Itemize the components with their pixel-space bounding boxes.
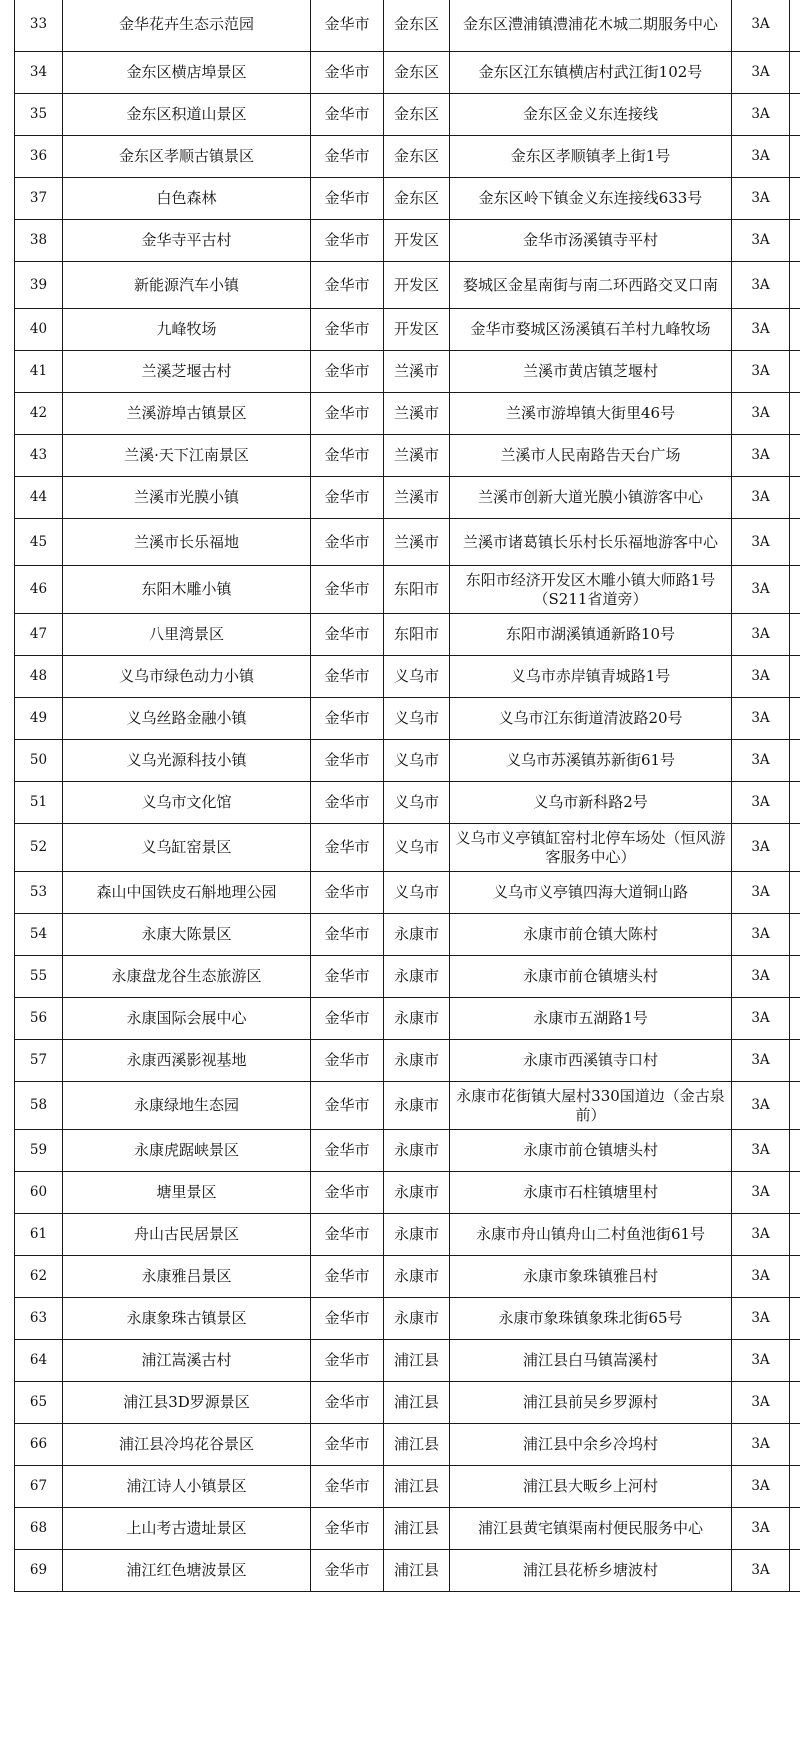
district-cell: 兰溪市 [384,435,450,477]
address-cell: 兰溪市黄店镇芝堰村 [450,351,732,393]
level-cell: 3A [732,1082,790,1130]
city-cell: 金华市 [311,872,384,914]
table-row [15,782,800,824]
district-cell: 金东区 [384,94,450,136]
city-cell: 金华市 [311,914,384,956]
level-cell: 3A [732,519,790,566]
blank-cell [790,1172,800,1214]
table-row [15,914,800,956]
city-cell: 金华市 [311,1424,384,1466]
level-cell: 3A [732,1340,790,1382]
address-cell: 永康市象珠镇雅吕村 [450,1256,732,1298]
row-number: 37 [15,178,63,220]
city-cell: 金华市 [311,698,384,740]
district-cell: 义乌市 [384,740,450,782]
address-cell: 东阳市经济开发区木雕小镇大师路1号（S211省道旁） [450,566,732,614]
city-cell: 金华市 [311,1256,384,1298]
address-cell: 兰溪市游埠镇大街里46号 [450,393,732,435]
level-cell: 3A [732,1508,790,1550]
blank-cell [790,52,800,94]
district-cell: 开发区 [384,309,450,351]
level-cell: 3A [732,1298,790,1340]
scenic-name: 永康盘龙谷生态旅游区 [63,956,311,998]
scenic-name: 浦江诗人小镇景区 [63,1466,311,1508]
district-cell: 永康市 [384,1082,450,1130]
city-cell: 金华市 [311,94,384,136]
address-cell: 义乌市江东街道清波路20号 [450,698,732,740]
blank-cell [790,393,800,435]
row-number: 51 [15,782,63,824]
city-cell: 金华市 [311,435,384,477]
scenic-name: 塘里景区 [63,1172,311,1214]
row-number: 42 [15,393,63,435]
address-cell: 永康市前仓镇大陈村 [450,914,732,956]
scenic-name: 金东区横店埠景区 [63,52,311,94]
scenic-name: 金东区孝顺古镇景区 [63,136,311,178]
city-cell: 金华市 [311,52,384,94]
city-cell: 金华市 [311,393,384,435]
table-row [15,519,800,566]
address-cell: 兰溪市诸葛镇长乐村长乐福地游客中心 [450,519,732,566]
table-row [15,262,800,309]
blank-cell [790,1298,800,1340]
row-number: 53 [15,872,63,914]
address-cell: 金东区江东镇横店村武江街102号 [450,52,732,94]
level-cell: 3A [732,1130,790,1172]
city-cell: 金华市 [311,956,384,998]
level-cell: 3A [732,872,790,914]
blank-cell [790,1424,800,1466]
table-row [15,698,800,740]
table-row [15,435,800,477]
city-cell: 金华市 [311,1214,384,1256]
level-cell: 3A [732,998,790,1040]
table-row [15,0,800,52]
district-cell: 浦江县 [384,1424,450,1466]
district-cell: 东阳市 [384,566,450,614]
blank-cell [790,566,800,614]
address-cell: 义乌市新科路2号 [450,782,732,824]
row-number: 68 [15,1508,63,1550]
row-number: 69 [15,1550,63,1592]
row-number: 65 [15,1382,63,1424]
level-cell: 3A [732,956,790,998]
city-cell: 金华市 [311,351,384,393]
district-cell: 浦江县 [384,1466,450,1508]
blank-cell [790,956,800,998]
scenic-name: 八里湾景区 [63,614,311,656]
level-cell: 3A [732,262,790,309]
address-cell: 永康市西溪镇寺口村 [450,1040,732,1082]
blank-cell [790,914,800,956]
district-cell: 浦江县 [384,1340,450,1382]
scenic-name: 义乌市文化馆 [63,782,311,824]
level-cell: 3A [732,1424,790,1466]
address-cell: 浦江县前吴乡罗源村 [450,1382,732,1424]
scenic-name: 浦江县冷坞花谷景区 [63,1424,311,1466]
level-cell: 3A [732,136,790,178]
row-number: 64 [15,1340,63,1382]
address-cell: 浦江县大畈乡上河村 [450,1466,732,1508]
level-cell: 3A [732,1550,790,1592]
city-cell: 金华市 [311,656,384,698]
row-number: 33 [15,0,63,52]
district-cell: 金东区 [384,0,450,52]
table-row [15,656,800,698]
city-cell: 金华市 [311,0,384,52]
level-cell: 3A [732,824,790,872]
address-cell: 浦江县白马镇嵩溪村 [450,1340,732,1382]
address-cell: 金东区金义东连接线 [450,94,732,136]
blank-cell [790,435,800,477]
address-cell: 金东区岭下镇金义东连接线633号 [450,178,732,220]
address-cell: 永康市五湖路1号 [450,998,732,1040]
scenic-name: 九峰牧场 [63,309,311,351]
scenic-name: 浦江嵩溪古村 [63,1340,311,1382]
blank-cell [790,872,800,914]
blank-cell [790,1256,800,1298]
blank-cell [790,1382,800,1424]
district-cell: 开发区 [384,220,450,262]
city-cell: 金华市 [311,1340,384,1382]
level-cell: 3A [732,1256,790,1298]
scenic-name: 兰溪游埠古镇景区 [63,393,311,435]
address-cell: 金华市汤溪镇寺平村 [450,220,732,262]
scenic-name: 兰溪·天下江南景区 [63,435,311,477]
city-cell: 金华市 [311,1130,384,1172]
row-number: 49 [15,698,63,740]
address-cell: 永康市石柱镇塘里村 [450,1172,732,1214]
blank-cell [790,0,800,52]
table-row [15,1424,800,1466]
level-cell: 3A [732,1466,790,1508]
address-cell: 义乌市苏溪镇苏新街61号 [450,740,732,782]
city-cell: 金华市 [311,220,384,262]
city-cell: 金华市 [311,1172,384,1214]
blank-cell [790,1550,800,1592]
blank-cell [790,998,800,1040]
district-cell: 永康市 [384,1040,450,1082]
table-row [15,1130,800,1172]
district-cell: 义乌市 [384,698,450,740]
district-cell: 开发区 [384,262,450,309]
blank-cell [790,698,800,740]
level-cell: 3A [732,220,790,262]
table-row [15,740,800,782]
level-cell: 3A [732,0,790,52]
table-row [15,52,800,94]
address-cell: 永康市花街镇大屋村330国道边（金古泉前） [450,1082,732,1130]
city-cell: 金华市 [311,824,384,872]
row-number: 43 [15,435,63,477]
scenic-name: 永康虎踞峡景区 [63,1130,311,1172]
address-cell: 义乌市赤岸镇青城路1号 [450,656,732,698]
city-cell: 金华市 [311,1466,384,1508]
district-cell: 金东区 [384,52,450,94]
district-cell: 永康市 [384,914,450,956]
level-cell: 3A [732,1040,790,1082]
table-row [15,94,800,136]
level-cell: 3A [732,52,790,94]
table-row [15,956,800,998]
district-cell: 浦江县 [384,1550,450,1592]
district-cell: 永康市 [384,1172,450,1214]
address-cell: 兰溪市创新大道光膜小镇游客中心 [450,477,732,519]
city-cell: 金华市 [311,477,384,519]
city-cell: 金华市 [311,1550,384,1592]
blank-cell [790,782,800,824]
scenic-name: 浦江红色塘波景区 [63,1550,311,1592]
scenic-name: 义乌缸窑景区 [63,824,311,872]
address-cell: 金华市婺城区汤溪镇石羊村九峰牧场 [450,309,732,351]
table-row [15,1256,800,1298]
table-row [15,1508,800,1550]
scenic-name: 金东区积道山景区 [63,94,311,136]
row-number: 48 [15,656,63,698]
address-cell: 永康市前仓镇塘头村 [450,956,732,998]
table-row [15,136,800,178]
blank-cell [790,824,800,872]
blank-cell [790,94,800,136]
level-cell: 3A [732,1172,790,1214]
address-cell: 兰溪市人民南路告天台广场 [450,435,732,477]
row-number: 54 [15,914,63,956]
address-cell: 浦江县花桥乡塘波村 [450,1550,732,1592]
district-cell: 东阳市 [384,614,450,656]
scenic-name: 义乌光源科技小镇 [63,740,311,782]
scenic-name: 永康象珠古镇景区 [63,1298,311,1340]
scenic-area-table [14,0,800,1592]
table-row [15,393,800,435]
scenic-name: 永康西溪影视基地 [63,1040,311,1082]
row-number: 67 [15,1466,63,1508]
district-cell: 义乌市 [384,656,450,698]
address-cell: 永康市象珠镇象珠北街65号 [450,1298,732,1340]
table-body [15,0,800,1592]
district-cell: 永康市 [384,1298,450,1340]
scenic-name: 东阳木雕小镇 [63,566,311,614]
district-cell: 永康市 [384,956,450,998]
address-cell: 永康市舟山镇舟山二村鱼池街61号 [450,1214,732,1256]
row-number: 59 [15,1130,63,1172]
scenic-name: 永康大陈景区 [63,914,311,956]
row-number: 34 [15,52,63,94]
city-cell: 金华市 [311,519,384,566]
address-cell: 金东区澧浦镇澧浦花木城二期服务中心 [450,0,732,52]
city-cell: 金华市 [311,614,384,656]
city-cell: 金华市 [311,998,384,1040]
row-number: 46 [15,566,63,614]
table-row [15,477,800,519]
table-row [15,614,800,656]
level-cell: 3A [732,740,790,782]
blank-cell [790,262,800,309]
address-cell: 义乌市义亭镇缸窑村北停车场处（恒风游客服务中心） [450,824,732,872]
level-cell: 3A [732,914,790,956]
district-cell: 永康市 [384,1214,450,1256]
table-row [15,1298,800,1340]
row-number: 62 [15,1256,63,1298]
blank-cell [790,1508,800,1550]
scenic-name: 浦江县3D罗源景区 [63,1382,311,1424]
row-number: 56 [15,998,63,1040]
blank-cell [790,1130,800,1172]
city-cell: 金华市 [311,262,384,309]
row-number: 60 [15,1172,63,1214]
scenic-name: 兰溪市光膜小镇 [63,477,311,519]
table-row [15,1382,800,1424]
city-cell: 金华市 [311,566,384,614]
table-row [15,998,800,1040]
row-number: 57 [15,1040,63,1082]
row-number: 58 [15,1082,63,1130]
level-cell: 3A [732,309,790,351]
table-row [15,220,800,262]
blank-cell [790,477,800,519]
scenic-name: 白色森林 [63,178,311,220]
table-row [15,872,800,914]
district-cell: 金东区 [384,136,450,178]
row-number: 38 [15,220,63,262]
table-row [15,566,800,614]
address-cell: 永康市前仓镇塘头村 [450,1130,732,1172]
row-number: 41 [15,351,63,393]
blank-cell [790,309,800,351]
address-cell: 东阳市湖溪镇通新路10号 [450,614,732,656]
table-row [15,1040,800,1082]
scenic-name: 金华花卉生态示范园 [63,0,311,52]
blank-cell [790,1466,800,1508]
level-cell: 3A [732,477,790,519]
level-cell: 3A [732,782,790,824]
address-cell: 义乌市义亭镇四海大道铜山路 [450,872,732,914]
city-cell: 金华市 [311,1082,384,1130]
level-cell: 3A [732,1214,790,1256]
blank-cell [790,136,800,178]
scenic-name: 兰溪芝堰古村 [63,351,311,393]
level-cell: 3A [732,698,790,740]
row-number: 52 [15,824,63,872]
blank-cell [790,1214,800,1256]
scenic-name: 森山中国铁皮石斛地理公园 [63,872,311,914]
table-row [15,1172,800,1214]
scenic-name: 兰溪市长乐福地 [63,519,311,566]
table-row [15,1082,800,1130]
city-cell: 金华市 [311,1508,384,1550]
district-cell: 永康市 [384,1256,450,1298]
table-row [15,1466,800,1508]
district-cell: 浦江县 [384,1508,450,1550]
level-cell: 3A [732,614,790,656]
row-number: 66 [15,1424,63,1466]
level-cell: 3A [732,393,790,435]
table-row [15,824,800,872]
district-cell: 金东区 [384,178,450,220]
city-cell: 金华市 [311,782,384,824]
blank-cell [790,656,800,698]
district-cell: 兰溪市 [384,519,450,566]
level-cell: 3A [732,656,790,698]
scenic-name: 上山考古遗址景区 [63,1508,311,1550]
row-number: 50 [15,740,63,782]
level-cell: 3A [732,1382,790,1424]
level-cell: 3A [732,94,790,136]
row-number: 44 [15,477,63,519]
city-cell: 金华市 [311,136,384,178]
district-cell: 义乌市 [384,872,450,914]
scenic-name: 金华寺平古村 [63,220,311,262]
district-cell: 浦江县 [384,1382,450,1424]
blank-cell [790,1040,800,1082]
row-number: 47 [15,614,63,656]
city-cell: 金华市 [311,1382,384,1424]
address-cell: 浦江县黄宅镇渠南村便民服务中心 [450,1508,732,1550]
row-number: 35 [15,94,63,136]
row-number: 40 [15,309,63,351]
scenic-name: 义乌丝路金融小镇 [63,698,311,740]
table-row [15,309,800,351]
district-cell: 永康市 [384,1130,450,1172]
district-cell: 兰溪市 [384,477,450,519]
blank-cell [790,1340,800,1382]
scenic-name: 舟山古民居景区 [63,1214,311,1256]
blank-cell [790,740,800,782]
blank-cell [790,351,800,393]
blank-cell [790,519,800,566]
city-cell: 金华市 [311,309,384,351]
city-cell: 金华市 [311,740,384,782]
address-cell: 婺城区金星南街与南二环西路交叉口南 [450,262,732,309]
scenic-name: 永康绿地生态园 [63,1082,311,1130]
table-row [15,1214,800,1256]
level-cell: 3A [732,435,790,477]
address-cell: 浦江县中余乡冷坞村 [450,1424,732,1466]
district-cell: 兰溪市 [384,351,450,393]
level-cell: 3A [732,178,790,220]
blank-cell [790,614,800,656]
table-row [15,178,800,220]
scenic-name: 永康雅吕景区 [63,1256,311,1298]
row-number: 45 [15,519,63,566]
city-cell: 金华市 [311,1040,384,1082]
row-number: 63 [15,1298,63,1340]
district-cell: 义乌市 [384,782,450,824]
table-row [15,351,800,393]
blank-cell [790,1082,800,1130]
row-number: 36 [15,136,63,178]
level-cell: 3A [732,566,790,614]
district-cell: 兰溪市 [384,393,450,435]
district-cell: 永康市 [384,998,450,1040]
blank-cell [790,220,800,262]
scenic-name: 永康国际会展中心 [63,998,311,1040]
city-cell: 金华市 [311,1298,384,1340]
blank-cell [790,178,800,220]
level-cell: 3A [732,351,790,393]
city-cell: 金华市 [311,178,384,220]
district-cell: 义乌市 [384,824,450,872]
scenic-name: 新能源汽车小镇 [63,262,311,309]
scenic-name: 义乌市绿色动力小镇 [63,656,311,698]
row-number: 55 [15,956,63,998]
table-row [15,1550,800,1592]
address-cell: 金东区孝顺镇孝上街1号 [450,136,732,178]
table-row [15,1340,800,1382]
row-number: 39 [15,262,63,309]
row-number: 61 [15,1214,63,1256]
